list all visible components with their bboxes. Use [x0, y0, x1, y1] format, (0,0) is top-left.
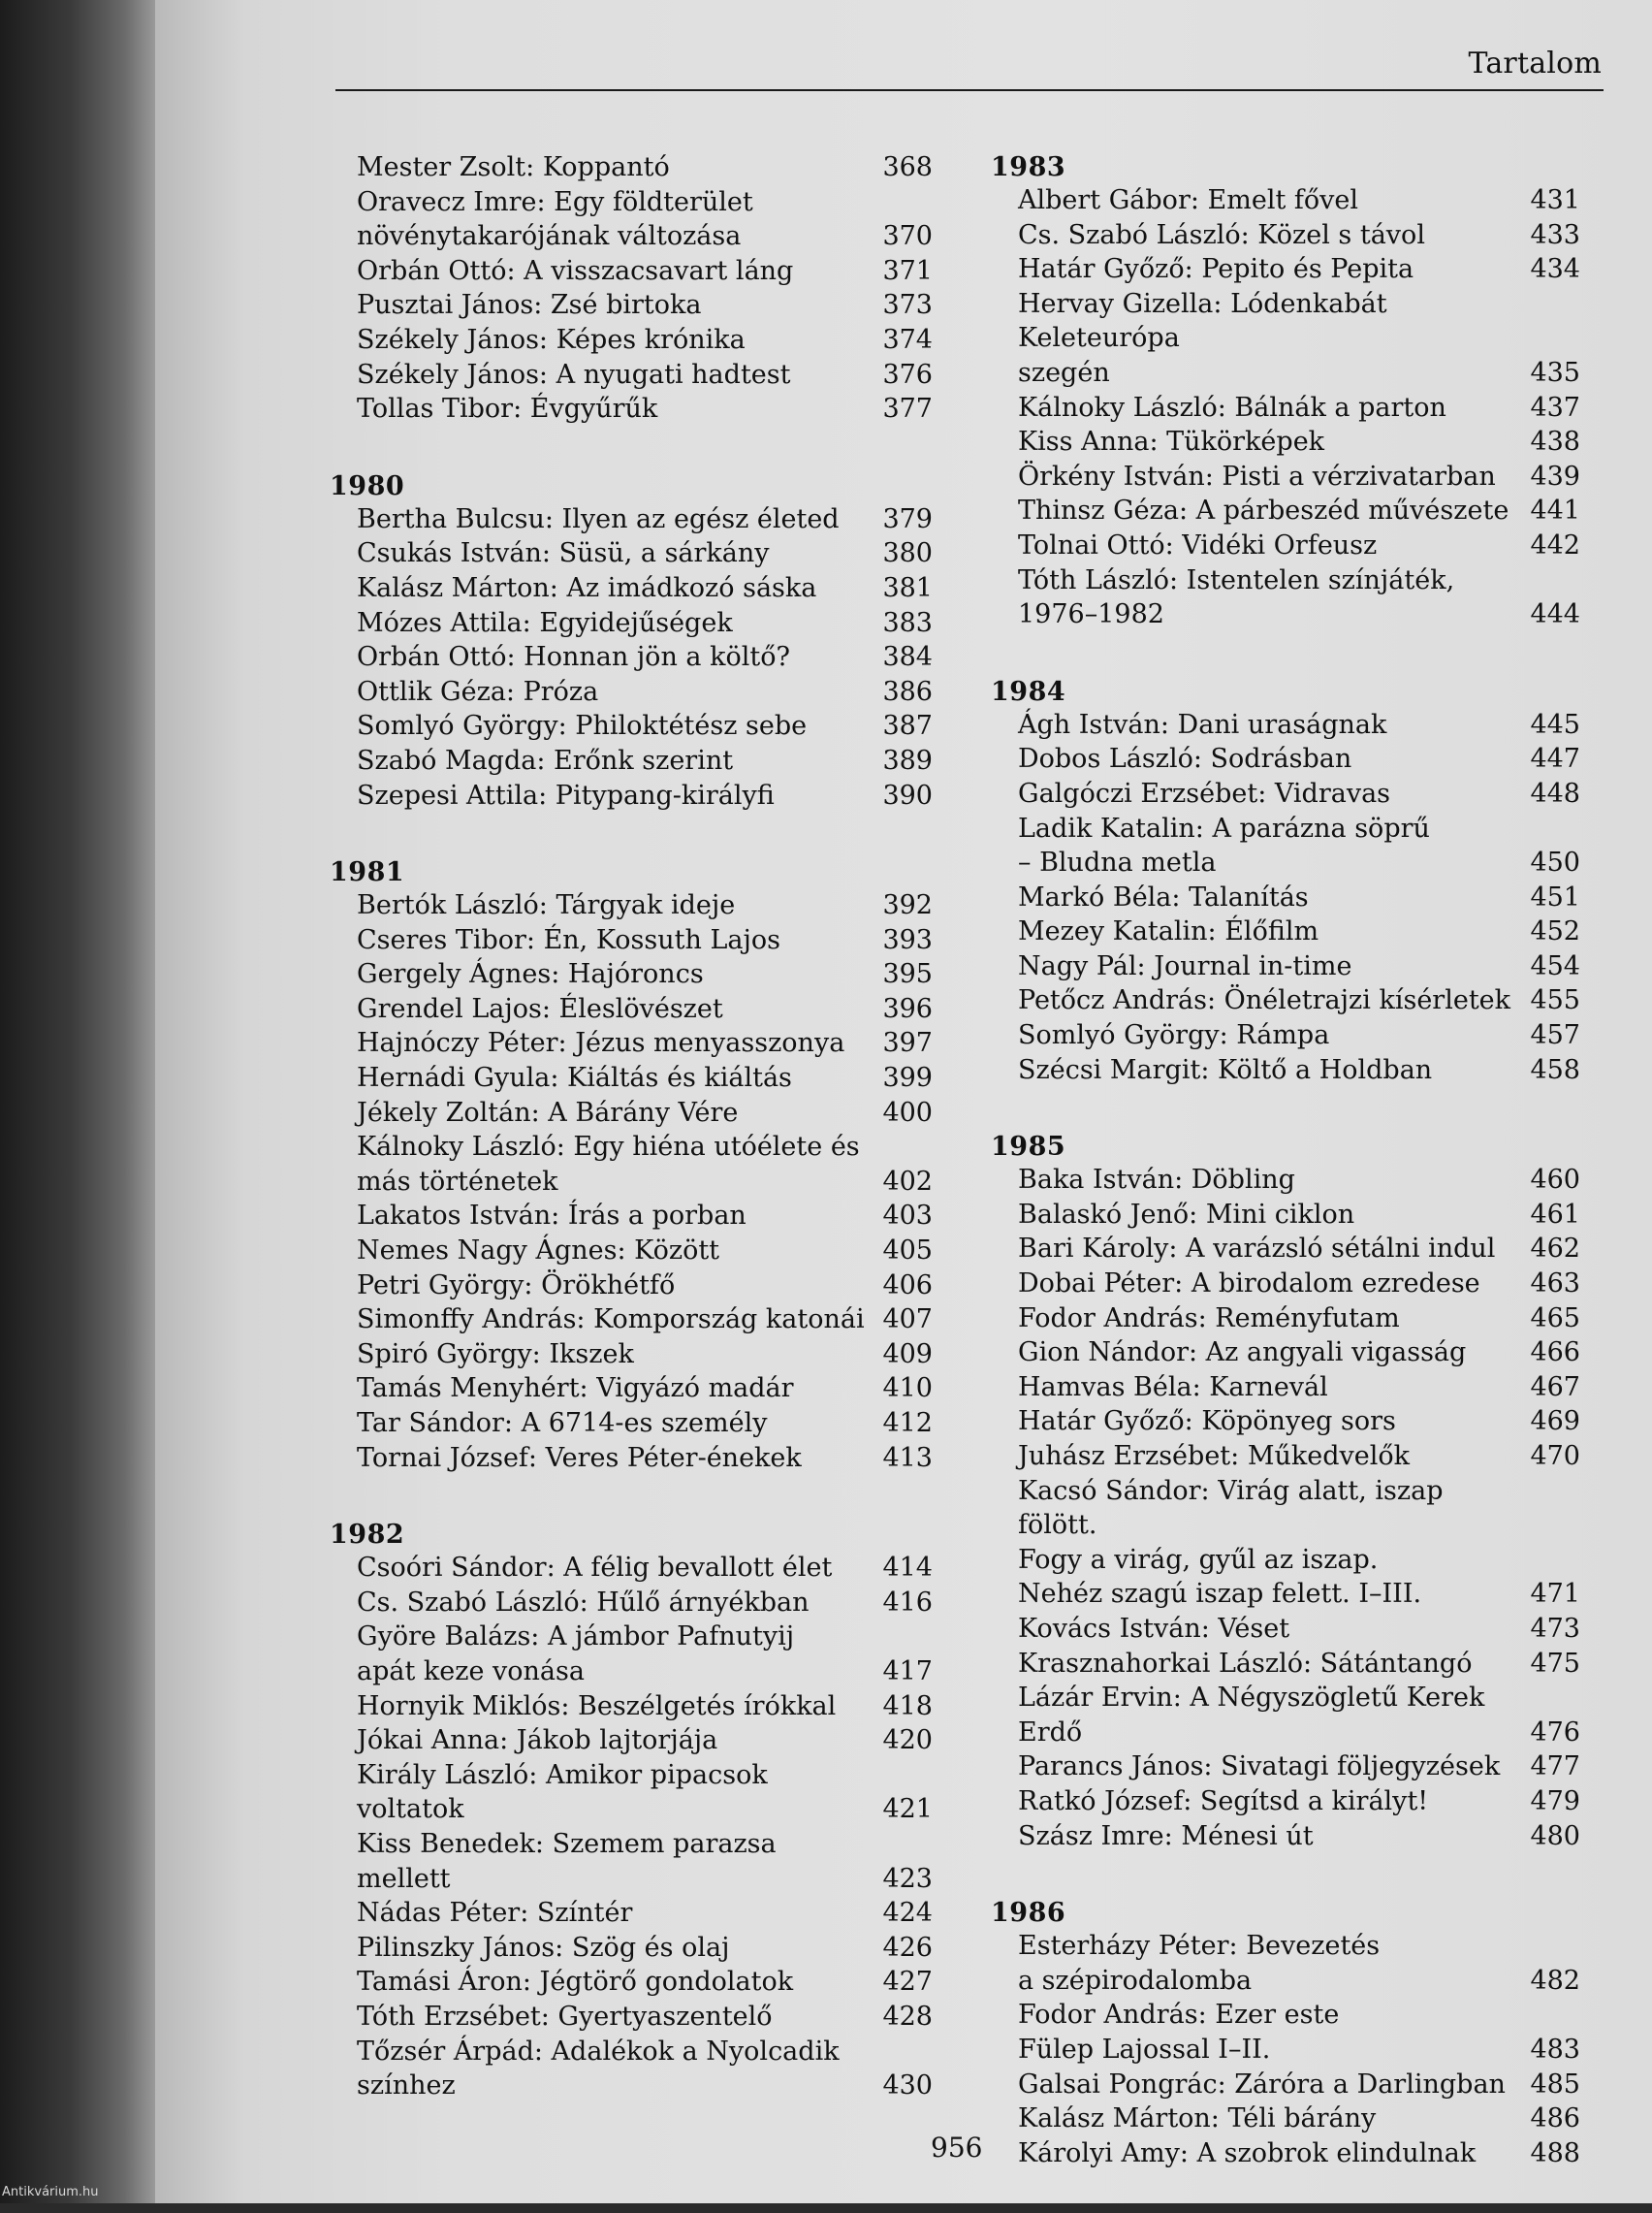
entry-page-number: 402	[874, 1165, 933, 1200]
left-column	[330, 150, 933, 2146]
toc-entry	[991, 1301, 1580, 1336]
entry-title: Hajnóczy Péter: Jézus menyasszonya	[357, 1026, 867, 1061]
entry-page-number: 409	[874, 1337, 933, 1372]
toc-entry	[330, 957, 933, 992]
entry-title: Tornai József: Veres Péter-énekek	[357, 1441, 867, 1476]
entry-page-number: 407	[874, 1302, 933, 1337]
toc-entry	[330, 1406, 933, 1441]
entry-title: Simonffy András: Kompország katonái	[357, 1302, 867, 1337]
entry-title: Hamvas Béla: Karnevál	[1018, 1370, 1514, 1405]
toc-entry	[330, 992, 933, 1027]
toc-entry	[991, 183, 1580, 218]
entry-page-number: 397	[874, 1026, 933, 1061]
toc-entry	[330, 1931, 933, 1966]
toc-entry	[330, 1061, 933, 1096]
toc-entry	[330, 1096, 933, 1131]
year-section	[330, 1518, 933, 2103]
entry-title: Örkény István: Pisti a vérzivatarban	[1018, 460, 1514, 495]
toc-entry	[991, 1370, 1580, 1405]
entry-page-number: 465	[1522, 1301, 1580, 1336]
entry-title: Kalász Márton: Az imádkozó sáska	[357, 571, 867, 606]
entry-title: Petőcz András: Önéletrajzi kísérletek	[1018, 983, 1514, 1018]
toc-entry	[330, 1689, 933, 1724]
toc-entry	[330, 254, 933, 289]
watermark: Antikvárium.hu	[2, 2185, 99, 2199]
entry-page-number: 454	[1522, 949, 1580, 984]
entry-page-number: 412	[874, 1406, 933, 1441]
entry-title: Markó Béla: Talanítás	[1018, 881, 1514, 915]
toc-entry	[330, 392, 933, 427]
toc-entry	[991, 708, 1580, 743]
entry-page-number: 424	[874, 1896, 933, 1931]
entry-page-number: 420	[874, 1723, 933, 1758]
entry-title: Mózes Attila: Egyidejűségek	[357, 606, 867, 641]
entry-page-number: 368	[874, 150, 933, 185]
entry-title: Gergely Ágnes: Hajóroncs	[357, 957, 867, 992]
toc-entry	[330, 606, 933, 641]
year-heading: 1982	[330, 1518, 933, 1553]
entry-title: Orbán Ottó: A visszacsavart láng	[357, 254, 867, 289]
entry-page-number: 444	[1522, 597, 1580, 632]
entry-page-number: 434	[1522, 252, 1580, 287]
toc-entry	[991, 494, 1580, 529]
toc-entry	[991, 1232, 1580, 1267]
entry-page-number: 395	[874, 957, 933, 992]
year-heading: 1983	[991, 150, 1580, 185]
toc-entry	[991, 812, 1580, 881]
entry-page-number: 476	[1522, 1716, 1580, 1750]
entry-page-number: 405	[874, 1234, 933, 1268]
entry-page-number: 483	[1522, 2033, 1580, 2068]
entry-page-number: 437	[1522, 391, 1580, 426]
entry-title: Lázár Ervin: A Négyszögletű Kerek Erdő	[1018, 1681, 1514, 1749]
entry-title: Jékely Zoltán: A Bárány Vére	[357, 1096, 867, 1131]
entry-title: Hervay Gizella: Lódenkabát Keleteurópa szegén	[1018, 287, 1514, 391]
toc-entry	[330, 779, 933, 814]
entry-title: Székely János: Képes krónika	[357, 323, 867, 358]
entry-page-number: 423	[874, 1862, 933, 1897]
entry-page-number: 435	[1522, 356, 1580, 391]
entry-title: Bari Károly: A varázsló sétálni indul	[1018, 1232, 1514, 1267]
toc-entry	[330, 1723, 933, 1758]
toc-entry	[330, 1965, 933, 2000]
toc-entry	[991, 1018, 1580, 1053]
entry-title: Baka István: Döbling	[1018, 1163, 1514, 1198]
entry-page-number: 450	[1522, 846, 1580, 881]
entry-page-number: 413	[874, 1441, 933, 1476]
entry-title: Csoóri Sándor: A félig bevallott élet	[357, 1551, 867, 1586]
year-section	[330, 855, 933, 1475]
entry-title: Galgóczi Erzsébet: Vidravas	[1018, 777, 1514, 812]
entry-page-number: 392	[874, 888, 933, 923]
entry-page-number: 374	[874, 323, 933, 358]
entry-page-number: 463	[1522, 1267, 1580, 1301]
book-spine-shadow	[0, 0, 155, 2203]
entry-page-number: 441	[1522, 494, 1580, 529]
entry-title: Balaskó Jenő: Mini ciklon	[1018, 1198, 1514, 1233]
toc-entry	[330, 2035, 933, 2103]
entry-page-number: 416	[874, 1586, 933, 1620]
right-column	[991, 150, 1580, 2213]
entry-title: Thinsz Géza: A párbeszéd művészete	[1018, 494, 1514, 529]
entry-page-number: 447	[1522, 742, 1580, 777]
entry-page-number: 371	[874, 254, 933, 289]
entry-page-number: 383	[874, 606, 933, 641]
entry-page-number: 393	[874, 923, 933, 958]
toc-entry	[330, 1199, 933, 1234]
entry-page-number: 455	[1522, 983, 1580, 1018]
toc-entry	[330, 571, 933, 606]
entry-page-number: 417	[874, 1654, 933, 1689]
toc-entry	[330, 1268, 933, 1303]
entry-title: Somlyó György: Rámpa	[1018, 1018, 1514, 1053]
toc-entry	[991, 1198, 1580, 1233]
toc-entry	[330, 1620, 933, 1688]
entry-title: Somlyó György: Philoktétész sebe	[357, 709, 867, 744]
entry-page-number: 480	[1522, 1819, 1580, 1854]
entry-page-number: 428	[874, 2000, 933, 2035]
entry-page-number: 473	[1522, 1612, 1580, 1647]
entry-title: Kovács István: Véset	[1018, 1612, 1514, 1647]
entry-page-number: 471	[1522, 1577, 1580, 1612]
running-head: Tartalom	[1468, 47, 1602, 80]
entry-page-number: 376	[874, 358, 933, 393]
entry-title: Fodor András: Ezer este Fülep Lajossal I–II.	[1018, 1998, 1514, 2067]
entry-title: Galsai Pongrác: Záróra a Darlingban	[1018, 2068, 1514, 2102]
entry-title: Szécsi Margit: Költő a Holdban	[1018, 1053, 1514, 1088]
entry-page-number: 433	[1522, 218, 1580, 253]
toc-entry	[991, 1612, 1580, 1647]
entry-page-number: 390	[874, 779, 933, 814]
entry-page-number: 427	[874, 1965, 933, 2000]
entry-title: Cs. Szabó László: Hűlő árnyékban	[357, 1586, 867, 1620]
entry-page-number: 458	[1522, 1053, 1580, 1088]
entry-title: Albert Gábor: Emelt fővel	[1018, 183, 1514, 218]
toc-entry	[991, 1439, 1580, 1474]
entry-title: Határ Győző: Pepito és Pepita	[1018, 252, 1514, 287]
entry-page-number: 389	[874, 744, 933, 779]
toc-entry	[991, 1998, 1580, 2067]
toc-entry	[991, 881, 1580, 915]
entry-page-number: 467	[1522, 1370, 1580, 1405]
toc-entry	[991, 983, 1580, 1018]
toc-entry	[330, 1234, 933, 1268]
page-number: 956	[931, 2132, 982, 2164]
entry-page-number: 403	[874, 1199, 933, 1234]
entry-title: Spiró György: Ikszek	[357, 1337, 867, 1372]
toc-entry	[991, 2068, 1580, 2102]
toc-entry	[991, 1267, 1580, 1301]
entry-title: Orbán Ottó: Honnan jön a költő?	[357, 640, 867, 675]
entry-title: Nemes Nagy Ágnes: Között	[357, 1234, 867, 1268]
entry-title: Ratkó József: Segítsd a királyt!	[1018, 1784, 1514, 1819]
toc-entry	[330, 2000, 933, 2035]
entry-title: Kiss Anna: Tükörképek	[1018, 425, 1514, 460]
toc-entry	[330, 1827, 933, 1896]
toc-entry	[330, 288, 933, 323]
entry-title: Tamás Menyhért: Vigyázó madár	[357, 1371, 867, 1406]
entry-title: Juhász Erzsébet: Műkedvelők	[1018, 1439, 1514, 1474]
toc-entry	[991, 218, 1580, 253]
toc-entry	[330, 150, 933, 185]
entry-page-number: 477	[1522, 1749, 1580, 1784]
entry-title: Gion Nándor: Az angyali vigasság	[1018, 1335, 1514, 1370]
entry-title: Nádas Péter: Színtér	[357, 1896, 867, 1931]
entry-title: Bertha Bulcsu: Ilyen az egész életed	[357, 502, 867, 537]
entry-title: Grendel Lajos: Éleslövészet	[357, 992, 867, 1027]
toc-entry	[991, 252, 1580, 287]
toc-entry	[330, 1371, 933, 1406]
toc-entry	[991, 1647, 1580, 1682]
entry-title: Tar Sándor: A 6714-es személy	[357, 1406, 867, 1441]
toc-entry	[991, 391, 1580, 426]
toc-entry	[991, 2101, 1580, 2136]
entry-title: Jókai Anna: Jákob lajtorjája	[357, 1723, 867, 1758]
entry-page-number: 466	[1522, 1335, 1580, 1370]
entry-page-number: 381	[874, 571, 933, 606]
entry-title: Dobos László: Sodrásban	[1018, 742, 1514, 777]
entry-page-number: 469	[1522, 1404, 1580, 1439]
toc-entry	[330, 1758, 933, 1827]
year-section	[991, 675, 1580, 1088]
toc-entry	[330, 640, 933, 675]
toc-entry	[991, 2136, 1580, 2171]
entry-title: Ladik Katalin: A parázna söprű – Bludna metla	[1018, 812, 1514, 881]
entry-page-number: 482	[1522, 1964, 1580, 1999]
toc-entry	[991, 563, 1580, 632]
entry-title: Székely János: A nyugati hadtest	[357, 358, 867, 393]
entry-page-number: 421	[874, 1792, 933, 1827]
entry-title: Ágh István: Dani uraságnak	[1018, 708, 1514, 743]
entry-title: Tőzsér Árpád: Adalékok a Nyolcadik színhez	[357, 2035, 867, 2103]
header-rule	[335, 89, 1604, 91]
toc-entry	[330, 185, 933, 254]
toc-entry	[330, 923, 933, 958]
entry-title: Csukás István: Süsü, a sárkány	[357, 536, 867, 571]
book-page	[155, 0, 1652, 2203]
entry-page-number: 379	[874, 502, 933, 537]
toc-entry	[991, 1819, 1580, 1854]
year-heading: 1984	[991, 675, 1580, 710]
entry-title: Károlyi Amy: A szobrok elindulnak	[1018, 2136, 1514, 2171]
toc-entry	[991, 1404, 1580, 1439]
toc-entry	[991, 742, 1580, 777]
entry-title: Ottlik Géza: Próza	[357, 675, 867, 710]
entry-page-number: 457	[1522, 1018, 1580, 1053]
entry-page-number: 386	[874, 675, 933, 710]
entry-page-number: 400	[874, 1096, 933, 1131]
entry-title: Hornyik Miklós: Beszélgetés írókkal	[357, 1689, 867, 1724]
toc-entry	[991, 1474, 1580, 1612]
entry-page-number: 485	[1522, 2068, 1580, 2102]
entry-title: Szabó Magda: Erőnk szerint	[357, 744, 867, 779]
entry-title: Dobai Péter: A birodalom ezredese	[1018, 1267, 1514, 1301]
toc-entry	[330, 709, 933, 744]
entry-title: Krasznahorkai László: Sátántangó	[1018, 1647, 1514, 1682]
toc-entry	[991, 777, 1580, 812]
entry-title: Kiss Benedek: Szemem parazsa mellett	[357, 1827, 867, 1896]
entry-page-number: 462	[1522, 1232, 1580, 1267]
entry-title: Lakatos István: Írás a porban	[357, 1199, 867, 1234]
entry-page-number: 387	[874, 709, 933, 744]
entry-title: Cseres Tibor: Én, Kossuth Lajos	[357, 923, 867, 958]
year-section	[991, 150, 1580, 632]
toc-entry	[330, 536, 933, 571]
entry-title: Tamási Áron: Jégtörő gondolatok	[357, 1965, 867, 2000]
entry-title: Szepesi Attila: Pitypang-királyfi	[357, 779, 867, 814]
entry-page-number: 438	[1522, 425, 1580, 460]
entry-page-number: 410	[874, 1371, 933, 1406]
entry-page-number: 442	[1522, 529, 1580, 563]
year-heading: 1980	[330, 469, 933, 504]
entry-page-number: 445	[1522, 708, 1580, 743]
entry-title: Bertók László: Tárgyak ideje	[357, 888, 867, 923]
entry-page-number: 451	[1522, 881, 1580, 915]
entry-page-number: 380	[874, 536, 933, 571]
toc-entry	[330, 502, 933, 537]
entry-page-number: 475	[1522, 1647, 1580, 1682]
year-heading: 1985	[991, 1130, 1580, 1165]
entry-title: Szász Imre: Ménesi út	[1018, 1819, 1514, 1854]
entry-title: Pilinszky János: Szög és olaj	[357, 1931, 867, 1966]
toc-entry	[330, 358, 933, 393]
entry-page-number: 406	[874, 1268, 933, 1303]
entry-page-number: 418	[874, 1689, 933, 1724]
entry-title: Mezey Katalin: Élőfilm	[1018, 914, 1514, 949]
entry-title: Kacsó Sándor: Virág alatt, iszap fölött. Fogy a virág, gyűl az iszap. Nehéz szagú iszap felett. I–III.	[1018, 1474, 1514, 1612]
toc-entry	[991, 529, 1580, 563]
entry-page-number: 461	[1522, 1198, 1580, 1233]
toc-entry	[991, 287, 1580, 391]
entry-title: Oravecz Imre: Egy földterület növénytakarójának változása	[357, 185, 867, 254]
entry-page-number: 439	[1522, 460, 1580, 495]
entry-title: Határ Győző: Köpönyeg sors	[1018, 1404, 1514, 1439]
entry-page-number: 486	[1522, 2101, 1580, 2136]
toc-entry	[330, 1586, 933, 1620]
toc-entry	[330, 744, 933, 779]
entry-title: Nagy Pál: Journal in-time	[1018, 949, 1514, 984]
entry-page-number: 479	[1522, 1784, 1580, 1819]
toc-entry	[991, 1749, 1580, 1784]
entry-title: Kálnoky László: Egy hiéna utóélete és más történetek	[357, 1130, 867, 1199]
toc-entry	[330, 1026, 933, 1061]
year-section	[991, 1896, 1580, 2170]
entry-page-number: 452	[1522, 914, 1580, 949]
toc-entry	[991, 1784, 1580, 1819]
entry-page-number: 396	[874, 992, 933, 1027]
toc-entry	[330, 1441, 933, 1476]
entry-title: Fodor András: Reményfutam	[1018, 1301, 1514, 1336]
entry-page-number: 431	[1522, 183, 1580, 218]
entry-page-number: 373	[874, 288, 933, 323]
entry-page-number: 370	[874, 219, 933, 254]
entry-page-number: 414	[874, 1551, 933, 1586]
entry-title: Parancs János: Sivatagi följegyzések	[1018, 1749, 1514, 1784]
year-section	[991, 1130, 1580, 1853]
entry-title: Esterházy Péter: Bevezetés a szépirodalomba	[1018, 1929, 1514, 1998]
toc-entry	[330, 1551, 933, 1586]
toc-entry	[330, 1337, 933, 1372]
entry-title: Mester Zsolt: Koppantó	[357, 150, 867, 185]
entry-title: Petri György: Örökhétfő	[357, 1268, 867, 1303]
entry-page-number: 426	[874, 1931, 933, 1966]
entry-title: Kálnoky László: Bálnák a parton	[1018, 391, 1514, 426]
entry-title: Tolnai Ottó: Vidéki Orfeusz	[1018, 529, 1514, 563]
year-section	[330, 469, 933, 813]
entry-title: Cs. Szabó László: Közel s távol	[1018, 218, 1514, 253]
entry-title: Tóth László: Istentelen színjáték, 1976–1982	[1018, 563, 1514, 632]
entry-title: Kalász Márton: Téli bárány	[1018, 2101, 1514, 2136]
entry-page-number: 430	[874, 2069, 933, 2103]
entry-title: Hernádi Gyula: Kiáltás és kiáltás	[357, 1061, 867, 1096]
toc-entry	[330, 888, 933, 923]
entry-page-number: 460	[1522, 1163, 1580, 1198]
entry-title: Tollas Tibor: Évgyűrűk	[357, 392, 867, 427]
toc-entry	[991, 1929, 1580, 1998]
year-heading: 1981	[330, 855, 933, 890]
year-heading: 1986	[991, 1896, 1580, 1931]
toc-entry	[330, 1302, 933, 1337]
entry-title: Györe Balázs: A jámbor Pafnutyij apát keze vonása	[357, 1620, 867, 1688]
toc-entry	[991, 1163, 1580, 1198]
toc-entry	[330, 323, 933, 358]
toc-entry	[991, 425, 1580, 460]
entry-page-number: 470	[1522, 1439, 1580, 1474]
entry-page-number: 377	[874, 392, 933, 427]
entry-title: Tóth Erzsébet: Gyertyaszentelő	[357, 2000, 867, 2035]
entry-page-number: 399	[874, 1061, 933, 1096]
toc-entry	[991, 914, 1580, 949]
toc-entry	[330, 1896, 933, 1931]
entry-page-number: 488	[1522, 2136, 1580, 2171]
toc-entry	[991, 1053, 1580, 1088]
entry-page-number: 384	[874, 640, 933, 675]
toc-entry	[991, 949, 1580, 984]
toc-entry	[991, 1335, 1580, 1370]
entry-title: Király László: Amikor pipacsok voltatok	[357, 1758, 867, 1827]
toc-entry	[330, 1130, 933, 1199]
year-section	[330, 150, 933, 427]
entry-page-number: 448	[1522, 777, 1580, 812]
entry-title: Pusztai János: Zsé birtoka	[357, 288, 867, 323]
toc-entry	[991, 1681, 1580, 1749]
toc-entry	[991, 460, 1580, 495]
toc-entry	[330, 675, 933, 710]
